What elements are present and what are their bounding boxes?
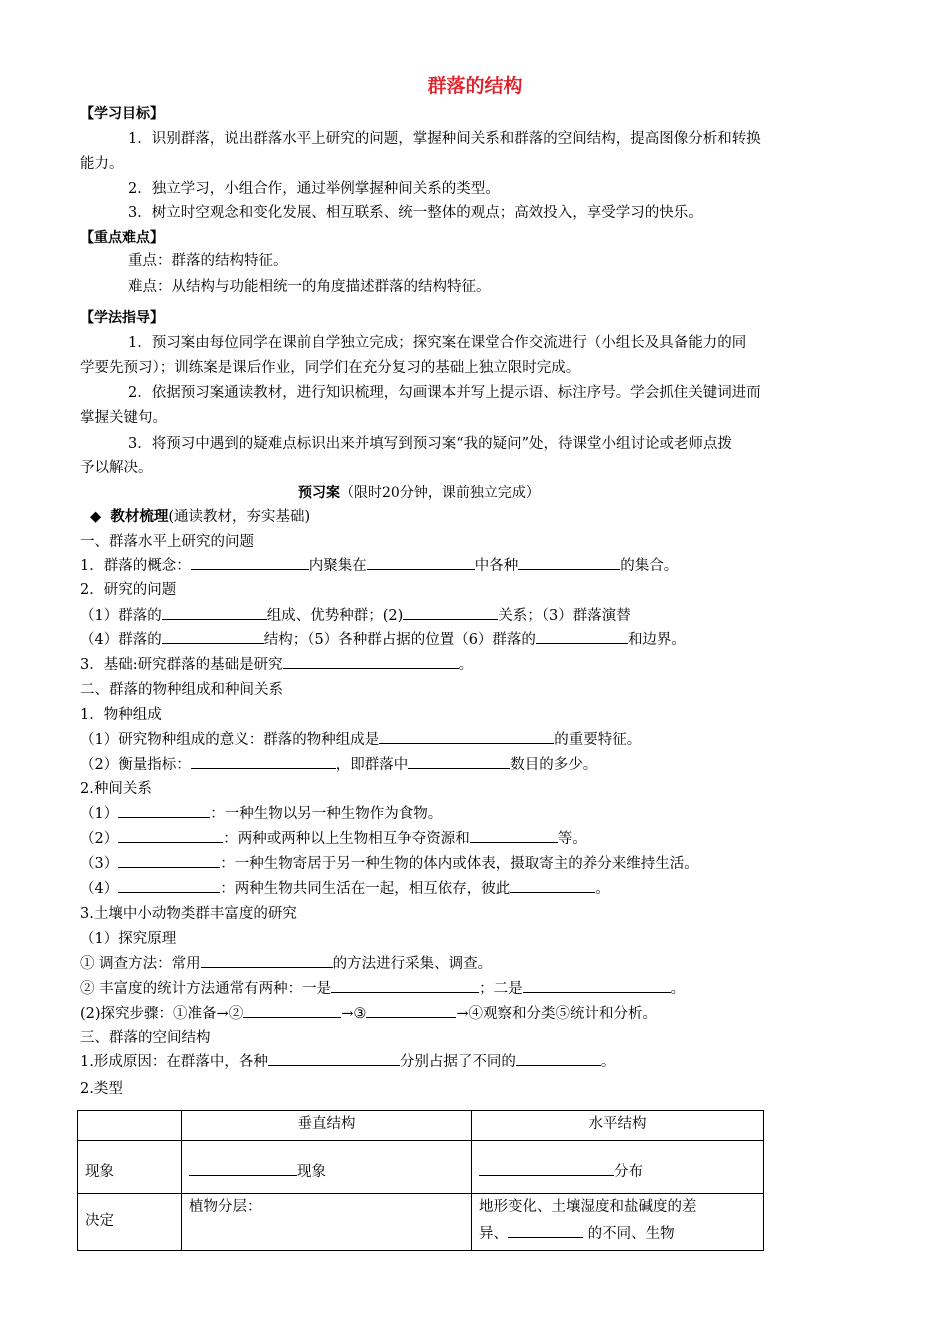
text: 。 [670,981,686,997]
blank[interactable] [118,828,223,843]
page-title: 群落的结构 [427,75,523,97]
text: 分别占据了不同的 [399,1054,516,1070]
text: 结构；（5）各种群占据的位置（6）群落的 [263,632,536,648]
blank[interactable] [201,953,333,968]
blank[interactable] [118,878,220,893]
relation-1-line [80,803,442,825]
richness-stats-line [80,978,685,1000]
blank[interactable] [518,555,620,570]
text: 。 [600,1054,616,1070]
text: ② 丰富度的统计方法通常有两种：一是 [80,981,332,997]
blank[interactable] [408,754,510,769]
method-line-2: 学要先预习）；训练案是课后作业，同学们在充分复习的基础上独立限时完成。 [80,360,581,376]
method-line-4: 掌握关键句。 [80,410,167,426]
text: (2)探究步骤：①准备→② [80,1006,244,1022]
soil-study-heading: 3.土壤中小动物类群丰富度的研究 [80,906,297,922]
blank[interactable] [536,629,628,644]
row-label-phenomenon: 现象 [78,1141,182,1194]
blank[interactable] [331,978,479,993]
row-label-determinant: 决定 [78,1194,182,1251]
q2-line-b [80,629,686,651]
text: ① 调查方法：常用 [80,956,201,972]
text: 现象 [297,1164,326,1180]
q2-heading: 2．研究的问题 [80,582,177,598]
composition-significance-line [80,729,641,751]
focus-text: 重点：群落的结构特征。 [128,253,288,269]
table-header-empty [78,1111,182,1141]
relation-4-line [80,878,610,900]
blank[interactable] [118,803,210,818]
text: （1）研究物种组成的意义：群落的物种组成是 [80,732,380,748]
text: 和边界。 [627,632,686,648]
section-2-heading: 二、群落的物种组成和种间关系 [80,682,283,698]
vertical-phenomenon-cell [182,1141,472,1194]
text: 1．群落的概念： [80,558,191,574]
blank[interactable] [379,729,554,744]
table-header-vertical: 垂直结构 [182,1111,472,1141]
blank[interactable] [366,1003,456,1018]
text: ；二是 [479,981,523,997]
text: （2） [80,831,119,847]
text: ：一种生物以另一种生物作为食物。 [210,806,443,822]
table-row-phenomenon [78,1141,764,1194]
text: 分布 [614,1164,643,1180]
text: 的集合。 [620,558,679,574]
blank[interactable] [510,878,595,893]
method-line-6: 予以解决。 [80,460,153,476]
blank[interactable] [508,1223,583,1238]
relation-3-line [80,853,699,875]
objectives-heading: 【学习目标】 [80,106,164,122]
text: （4） [80,881,119,897]
textbook-review-heading [90,506,310,528]
text: 内聚集在 [308,558,367,574]
vertical-determinant-cell: 植物分层： [182,1194,472,1251]
horizontal-phenomenon-cell [472,1141,764,1194]
blank[interactable] [367,555,475,570]
blank[interactable] [191,754,336,769]
text: →③ [341,1006,367,1022]
text: 的不同、生物 [583,1226,675,1242]
method-line-5: 3．将预习中遇到的疑难点标识出来并填写到预习案“我的疑问”处，待课堂小组讨论或老师点拨 [128,436,733,452]
horizontal-determinant-line-1: 地形变化、土壤湿度和盐碱度的差 [479,1199,697,1215]
text: 。 [458,657,474,673]
text: →④观察和分类⑤统计和分析。 [456,1006,658,1022]
survey-method-line [80,953,492,975]
text: 3．基础:研究群落的基础是研究 [80,657,283,673]
difficulty-text: 难点：从结构与功能相统一的角度描述群落的结构特征。 [128,279,491,295]
method-line-3: 2．依据预习案通读教材，进行知识梳理，勾画课本并写上提示语、标注序号。学会抓住关键词进而 [128,385,761,401]
textbook-review-rest: (通读教材，夯实基础) [168,509,311,525]
q3-line [80,654,473,676]
preview-heading-bold: 预习案 [298,485,340,501]
table-row-determinant [78,1194,764,1251]
text: ：两种生物共同生活在一起，相互依存，彼此 [220,881,511,897]
text: 关系；（3）群落演替 [498,608,631,624]
method-line-1: 1．预习案由每位同学在课前自学独立完成；探究案在课堂合作交流进行（小组长及具备能力的同 [128,335,747,351]
objective-1-cont: 能力。 [80,156,124,172]
horizontal-determinant-cell [472,1194,764,1251]
textbook-review-bold: 教材梳理 [110,509,169,525]
text: ，即群落中 [335,757,409,773]
preview-heading-rest: （限时20分钟，课前独立完成） [340,485,540,501]
formation-line [80,1051,615,1073]
horizontal-determinant-line-2 [479,1221,763,1248]
text: 等。 [557,831,587,847]
blank[interactable] [403,605,498,620]
relation-2-line [80,828,587,850]
interspecific-heading: 2.种间关系 [80,781,152,797]
structure-table [77,1110,764,1251]
text: 中各种 [474,558,519,574]
text: 的方法进行采集、调查。 [332,956,493,972]
table-header-horizontal: 水平结构 [472,1111,764,1141]
objective-2: 2．独立学习，小组合作，通过举例掌握种间关系的类型。 [128,181,500,197]
blank[interactable] [516,1051,601,1066]
principle-heading: （1）探究原理 [80,931,177,947]
objective-1: 1．识别群落，说出群落水平上研究的问题，掌握种间关系和群落的空间结构，提高图像分析和转换 [128,131,761,147]
blank[interactable] [162,605,267,620]
text: 1.形成原因：在群落中，各种 [80,1054,268,1070]
blank[interactable] [523,978,671,993]
preview-heading [298,482,540,504]
types-heading: 2.类型 [80,1081,123,1097]
blank[interactable] [191,555,309,570]
text: （1）群落的 [80,608,162,624]
measure-index-line [80,754,597,776]
q2-line-a [80,605,631,627]
blank[interactable] [243,1003,341,1018]
blank[interactable] [189,1161,297,1176]
text: 数目的多少。 [510,757,598,773]
text: 异、 [479,1226,508,1242]
key-points-heading: 【重点难点】 [80,230,164,246]
species-composition-heading: 1．物种组成 [80,707,162,723]
text: 的重要特征。 [554,732,642,748]
steps-line [80,1003,657,1025]
blank[interactable] [283,654,459,669]
blank[interactable] [470,828,558,843]
section-3-heading: 三、群落的空间结构 [80,1030,211,1046]
objective-3: 3．树立时空观念和变化发展、相互联系、统一整体的观点；高效投入，享受学习的快乐。 [128,205,703,221]
blank[interactable] [118,853,220,868]
blank[interactable] [479,1161,614,1176]
q1-line [80,555,678,577]
text: （2）衡量指标： [80,757,191,773]
text: ：两种或两种以上生物相互争夺资源和 [223,831,470,847]
diamond-bullet-icon: ◆ [90,509,102,525]
text: ：一种生物寄居于另一种生物的体内或体表，摄取寄主的养分来维持生活。 [220,856,699,872]
text: 。 [595,881,610,897]
text: （1） [80,806,119,822]
section-1-heading: 一、群落水平上研究的问题 [80,534,254,550]
text: 组成、优势种群；(2) [266,608,404,624]
blank[interactable] [268,1051,400,1066]
text: （3） [80,856,119,872]
text: （4）群落的 [80,632,162,648]
table-header-row [78,1111,764,1141]
blank[interactable] [162,629,264,644]
method-heading: 【学法指导】 [80,310,164,326]
